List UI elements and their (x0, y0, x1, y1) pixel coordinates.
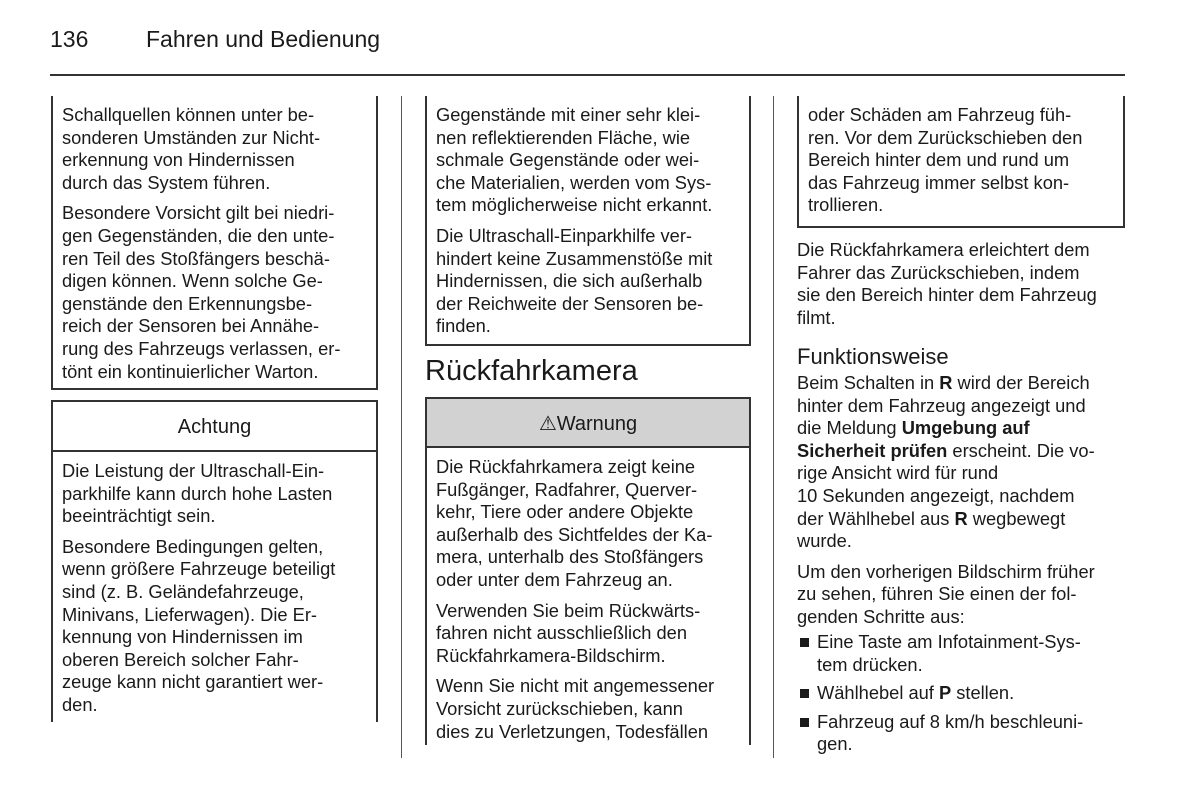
text-line: rung des Fahrzeugs verlassen, er- (62, 337, 341, 359)
col3-function-text (797, 372, 1125, 637)
chapter-title: Fahren und Bedienung (146, 26, 381, 52)
column-divider-2 (773, 96, 774, 758)
text-line: Die Rückfahrkamera erleichtert dem (797, 239, 1090, 260)
text-fragment: Beim Schalten in (797, 372, 940, 393)
list-item (799, 711, 1125, 756)
text-line: Fahrzeug auf 8 km/h beschleuni- (817, 710, 1084, 732)
text-line: tem drücken. (817, 653, 923, 675)
paragraph (436, 675, 746, 743)
text-line: oberen Bereich solcher Fahr- (62, 648, 299, 670)
text-line: fahren nicht ausschließlich den (436, 622, 688, 644)
text-line: Die Ultraschall-Einparkhilfe ver- (436, 224, 693, 246)
text-line: finden. (436, 315, 491, 337)
text-line: sonderen Umständen zur Nicht- (62, 126, 321, 148)
text-line: Fahrer das Zurückschieben, indem (797, 261, 1080, 283)
text-line: wenn größere Fahrzeuge beteiligt (62, 558, 336, 580)
col1-continued-text (62, 104, 372, 391)
text-line: Besondere Vorsicht gilt bei niedri- (62, 202, 335, 224)
text-line: nen reflektierenden Fläche, wie (436, 126, 691, 148)
paragraph (62, 104, 372, 194)
text-line (817, 682, 1125, 705)
text-line: rige Ansicht wird für rund (797, 462, 999, 484)
list-item (799, 631, 1125, 676)
paragraph (436, 456, 746, 592)
text-line: genden Schritte aus: (797, 605, 965, 627)
paragraph (62, 536, 372, 717)
warning-triangle-icon: ⚠ (538, 411, 557, 435)
subheading: Funktionsweise (797, 344, 949, 369)
text-line: kennung von Hindernissen im (62, 626, 303, 648)
paragraph (62, 202, 372, 383)
text-line: Eine Taste am Infotainment-Sys- (817, 631, 1081, 652)
caution-text (62, 460, 372, 725)
text-fragment: stellen. (951, 682, 1015, 704)
gear-p-label: P (938, 682, 952, 704)
text-line: Rückfahrkamera-Bildschirm. (436, 644, 666, 666)
text-line: Verwenden Sie beim Rückwärts- (436, 599, 701, 621)
text-line: parkhilfe kann durch hohe Lasten (62, 482, 333, 504)
text-line: filmt. (797, 306, 836, 328)
text-line: den. (62, 693, 98, 715)
col3-intro-text (797, 239, 1125, 337)
col3-continued-text (808, 104, 1120, 225)
text-fragment: erscheint. Die vo- (947, 439, 1095, 461)
text-line (797, 440, 1125, 463)
paragraph (797, 372, 1125, 553)
text-fragment: wegbewegt (967, 507, 1066, 529)
gear-r-label: R (954, 507, 968, 529)
text-line: hindert keine Zusammenstöße mit (436, 247, 713, 269)
warning-text (436, 456, 746, 751)
header-rule (50, 74, 1125, 76)
text-line: zu sehen, führen Sie einen der fol- (797, 583, 1077, 605)
text-line: Besondere Bedingungen gelten, (62, 535, 324, 557)
steps-list (799, 631, 1125, 762)
text-line: ren. Vor dem Zurückschieben den (808, 126, 1083, 148)
section-heading: Rückfahrkamera (425, 355, 638, 387)
text-line: beeinträchtigt sein. (62, 505, 216, 527)
text-line: schmale Gegenstände oder wei- (436, 149, 700, 171)
paragraph (436, 600, 746, 668)
text-line: Gegenstände mit einer sehr klei- (436, 104, 701, 125)
bullet-square-icon (800, 638, 809, 647)
text-line: wurde. (797, 530, 852, 552)
text-line: mera, unterhalb des Stoßfängers (436, 546, 704, 568)
warning-header (427, 399, 749, 448)
text-line: trollieren. (808, 194, 884, 216)
paragraph (62, 460, 372, 528)
text-line: tem möglicherweise nicht erkannt. (436, 194, 713, 216)
paragraph (797, 239, 1125, 329)
text-line: genstände den Erkennungsbe- (62, 292, 313, 314)
text-fragment: Wählhebel auf (817, 682, 939, 704)
text-line: das Fahrzeug immer selbst kon- (808, 171, 1070, 193)
text-line: digen können. Wenn solche Ge- (62, 270, 323, 292)
text-line: Bereich hinter dem und rund um (808, 149, 1070, 171)
text-line: hinter dem Fahrzeug angezeigt und (797, 394, 1086, 416)
text-fragment: der Wählhebel aus (797, 507, 955, 529)
text-line: Vorsicht zurückschieben, kann (436, 697, 683, 719)
paragraph (808, 104, 1120, 217)
page-header (50, 26, 380, 53)
bullet-square-icon (800, 689, 809, 698)
col2-continued-text (436, 104, 746, 346)
text-line: zeuge kann nicht garantiert wer- (62, 671, 324, 693)
bullet-square-icon (800, 718, 809, 727)
caution-header (53, 402, 376, 452)
text-line (797, 372, 1125, 395)
text-line: Die Leistung der Ultraschall-Ein- (62, 460, 325, 481)
text-line: che Materialien, werden vom Sys- (436, 171, 712, 193)
text-line: erkennung von Hindernissen (62, 149, 295, 171)
text-line (797, 508, 1125, 531)
text-line: außerhalb des Sichtfeldes der Ka- (436, 523, 713, 545)
text-line: dies zu Verletzungen, Todesfällen (436, 720, 709, 742)
caution-title: Achtung (177, 416, 252, 438)
page-number: 136 (50, 26, 89, 52)
text-fragment: wird der Bereich (952, 372, 1090, 393)
text-fragment: die Meldung (797, 417, 902, 439)
paragraph (436, 104, 746, 217)
display-message: Umgebung auf (901, 417, 1030, 439)
text-line: Die Rückfahrkamera zeigt keine (436, 456, 696, 477)
column-divider-1 (401, 96, 402, 758)
text-line: gen. (817, 733, 853, 755)
paragraph (797, 561, 1125, 629)
text-line: Wenn Sie nicht mit angemessener (436, 675, 715, 697)
text-line: Fußgänger, Radfahrer, Querver- (436, 478, 698, 500)
text-line: der Reichweite der Sensoren be- (436, 292, 704, 314)
text-line: reich der Sensoren bei Annähe- (62, 315, 320, 337)
text-line: gen Gegenständen, die den unte- (62, 224, 335, 246)
text-line: ren Teil des Stoßfängers beschä- (62, 247, 330, 269)
text-line (797, 417, 1125, 440)
text-line: 10 Sekunden angezeigt, nachdem (797, 484, 1075, 506)
text-line: kehr, Tiere oder andere Objekte (436, 501, 694, 523)
text-line: Hindernissen, die sich außerhalb (436, 270, 703, 292)
text-line: Schallquellen können unter be- (62, 104, 315, 125)
warning-title: Warnung (556, 413, 638, 435)
text-line: tönt ein kontinuierlicher Warton. (62, 360, 319, 382)
display-message: Sicherheit prüfen (797, 439, 948, 461)
text-line: Minivans, Lieferwagen). Die Er- (62, 603, 318, 625)
text-line: oder Schäden am Fahrzeug füh- (808, 104, 1072, 125)
text-line: durch das System führen. (62, 171, 271, 193)
list-item (799, 682, 1125, 705)
text-line: sie den Bereich hinter dem Fahrzeug (797, 284, 1097, 306)
gear-r-label: R (939, 372, 953, 393)
text-line: Um den vorherigen Bildschirm früher (797, 560, 1095, 582)
text-line: oder unter dem Fahrzeug an. (436, 568, 673, 590)
text-line: sind (z. B. Geländefahrzeuge, (62, 580, 304, 602)
paragraph (436, 225, 746, 338)
